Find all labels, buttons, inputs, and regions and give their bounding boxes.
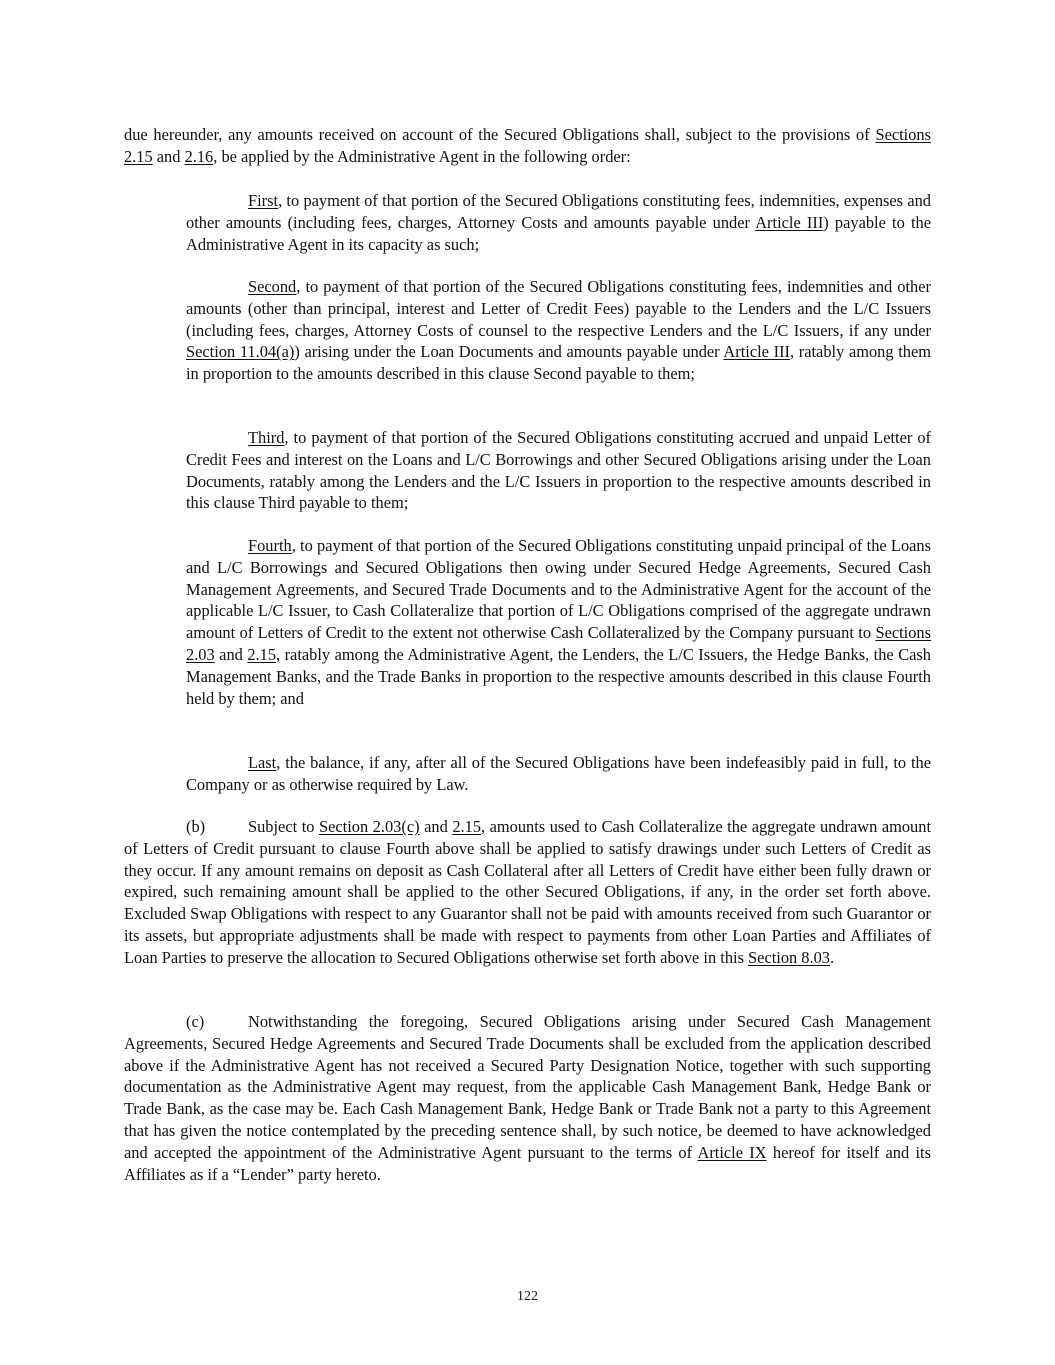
paragraph-b-text: Subject to xyxy=(248,817,319,836)
clause-last-label: Last xyxy=(248,753,277,772)
clause-first-text: ) payable to the Administrative Agent in its capacity as such; xyxy=(186,212,931,254)
clause-fourth-text: , to payment of that portion of the Secured Obligations constituting unpaid principal of the Loans and L/C Borrowings and Secured Obligations then owing under Secured Hedge Agreements, Secured Cash Management Agreements, and Secured Trade Documents and to the Administrative Agent for the account of the applicable L/C Issuer, to Cash Collateralize that portion of L/C Obligations comprised of the aggregate undrawn amount of Letters of Credit to the extent not otherwise Cash Collateralized by the Company pursuant to xyxy=(186,536,931,643)
paragraph-c-text: hereof for itself and its Affiliates as if a “Lender” party hereto. xyxy=(124,1142,931,1184)
paragraph-b xyxy=(124,816,931,969)
clause-third xyxy=(186,427,931,514)
paragraph-b-text: , amounts used to Cash Collateralize the aggregate undrawn amount of Letters of Credit pursuant to clause Fourth above shall be applied to satisfy drawings under such Letters of Credit as they occur. If any amount remains on deposit as Cash Collateral after all Letters of Credit have either been fully drawn or expired, such remaining amount shall be applied to the other Secured Obligations, if any, in the order set forth above. Excluded Swap Obligations with respect to any Guarantor shall not be paid with amounts received from such Guarantor or its assets, but appropriate adjustments shall be made with respect to payments from other Loan Parties and Affiliates of Loan Parties to preserve the allocation to Secured Obligations otherwise set forth above in this xyxy=(124,817,931,967)
clause-second-text: , ratably among them in proportion to the amounts described in this clause Second payable to them; xyxy=(186,342,932,384)
article-iii-ref: Article III xyxy=(755,212,824,232)
paragraph-b-text: and xyxy=(419,817,453,836)
clause-last xyxy=(186,752,931,796)
clause-fourth-label: Fourth xyxy=(248,536,292,555)
clause-second-text: ) arising under the Loan Documents and amounts payable under xyxy=(294,342,724,362)
clause-first xyxy=(186,190,931,255)
intro-text: , be applied by the Administrative Agent in the following order: xyxy=(213,146,631,166)
paragraph-b-text: . xyxy=(830,947,835,967)
section-2-15-ref: 2.15 xyxy=(247,644,277,664)
article-ix-ref: Article IX xyxy=(697,1142,767,1162)
clause-first-label: First xyxy=(248,191,279,210)
section-8-03-ref: Section 8.03 xyxy=(748,947,830,967)
clause-first-text: , to payment of that portion of the Secured Obligations constituting fees, indemnities, expenses and other amounts (including fees, charges, Attorney Costs and amounts payable under xyxy=(186,191,931,232)
clause-fourth-text: and xyxy=(214,644,248,664)
clause-last-text: , the balance, if any, after all of the Secured Obligations have been indefeasibly paid in full, to the Company or as otherwise required by Law. xyxy=(186,753,931,794)
paragraph-b-marker: (b) xyxy=(186,817,206,836)
intro-paragraph xyxy=(124,124,931,168)
clause-second xyxy=(186,276,931,385)
paragraph-c xyxy=(124,1011,931,1185)
intro-text: and xyxy=(152,146,185,166)
section-2-16-ref: 2.16 xyxy=(184,146,214,166)
intro-text: due hereunder, any amounts received on account of the Secured Obligations shall, subject to the provisions of xyxy=(124,125,876,144)
section-2-15-ref: 2.15 xyxy=(452,817,481,836)
paragraph-c-marker: (c) xyxy=(186,1012,205,1031)
clause-second-label: Second xyxy=(248,277,297,296)
clause-third-label: Third xyxy=(248,428,285,447)
section-11-04a-ref: Section 11.04(a) xyxy=(186,342,295,362)
section-2-03c-ref: Section 2.03(c) xyxy=(318,817,420,836)
paragraph-c-text: Notwithstanding the foregoing, Secured Obligations arising under Secured Cash Management Agreements, Secured Hedge Agreements and Secured Trade Documents shall be excluded from the application described above if the Administrative Agent has not received a Secured Party Designation Notice, together with such supporting documentation as the Administrative Agent may request, from the applicable Cash Management Bank, Hedge Bank or Trade Bank, as the case may be. Each Cash Management Bank, Hedge Bank or Trade Bank not a party to this Agreement that has given the notice contemplated by the preceding sentence shall, by such notice, be deemed to have acknowledged and accepted the appointment of the Administrative Agent pursuant to the terms of xyxy=(124,1012,931,1162)
clause-fourth xyxy=(186,535,931,709)
sections-2-15-ref: Sections 2.15 xyxy=(124,125,931,166)
clause-second-text: , to payment of that portion of the Secured Obligations constituting fees, indemnities and other amounts (other than principal, interest and Letter of Credit Fees) payable to the Lenders and the L/C Issuers (including fees, charges, Attorney Costs of counsel to the respective Lenders and the L/C Issuers, if any under xyxy=(186,277,931,340)
sections-2-03-ref: Sections 2.03 xyxy=(186,623,931,664)
page-number: 122 xyxy=(517,1289,538,1304)
article-iii-ref: Article III xyxy=(723,342,790,362)
clause-fourth-text: , ratably among the Administrative Agent, the Lenders, the L/C Issuers, the Hedge Banks, the Cash Management Banks, and the Trade Banks in proportion to the respective amounts described in this clause Fourth held by them; and xyxy=(186,644,931,708)
clause-third-text: , to payment of that portion of the Secured Obligations constituting accrued and unpaid Letter of Credit Fees and interest on the Loans and L/C Borrowings and other Secured Obligations arising under the Loan Documents, ratably among the Lenders and the L/C Issuers in proportion to the respective amounts described in this clause Third payable to them; xyxy=(186,428,931,513)
